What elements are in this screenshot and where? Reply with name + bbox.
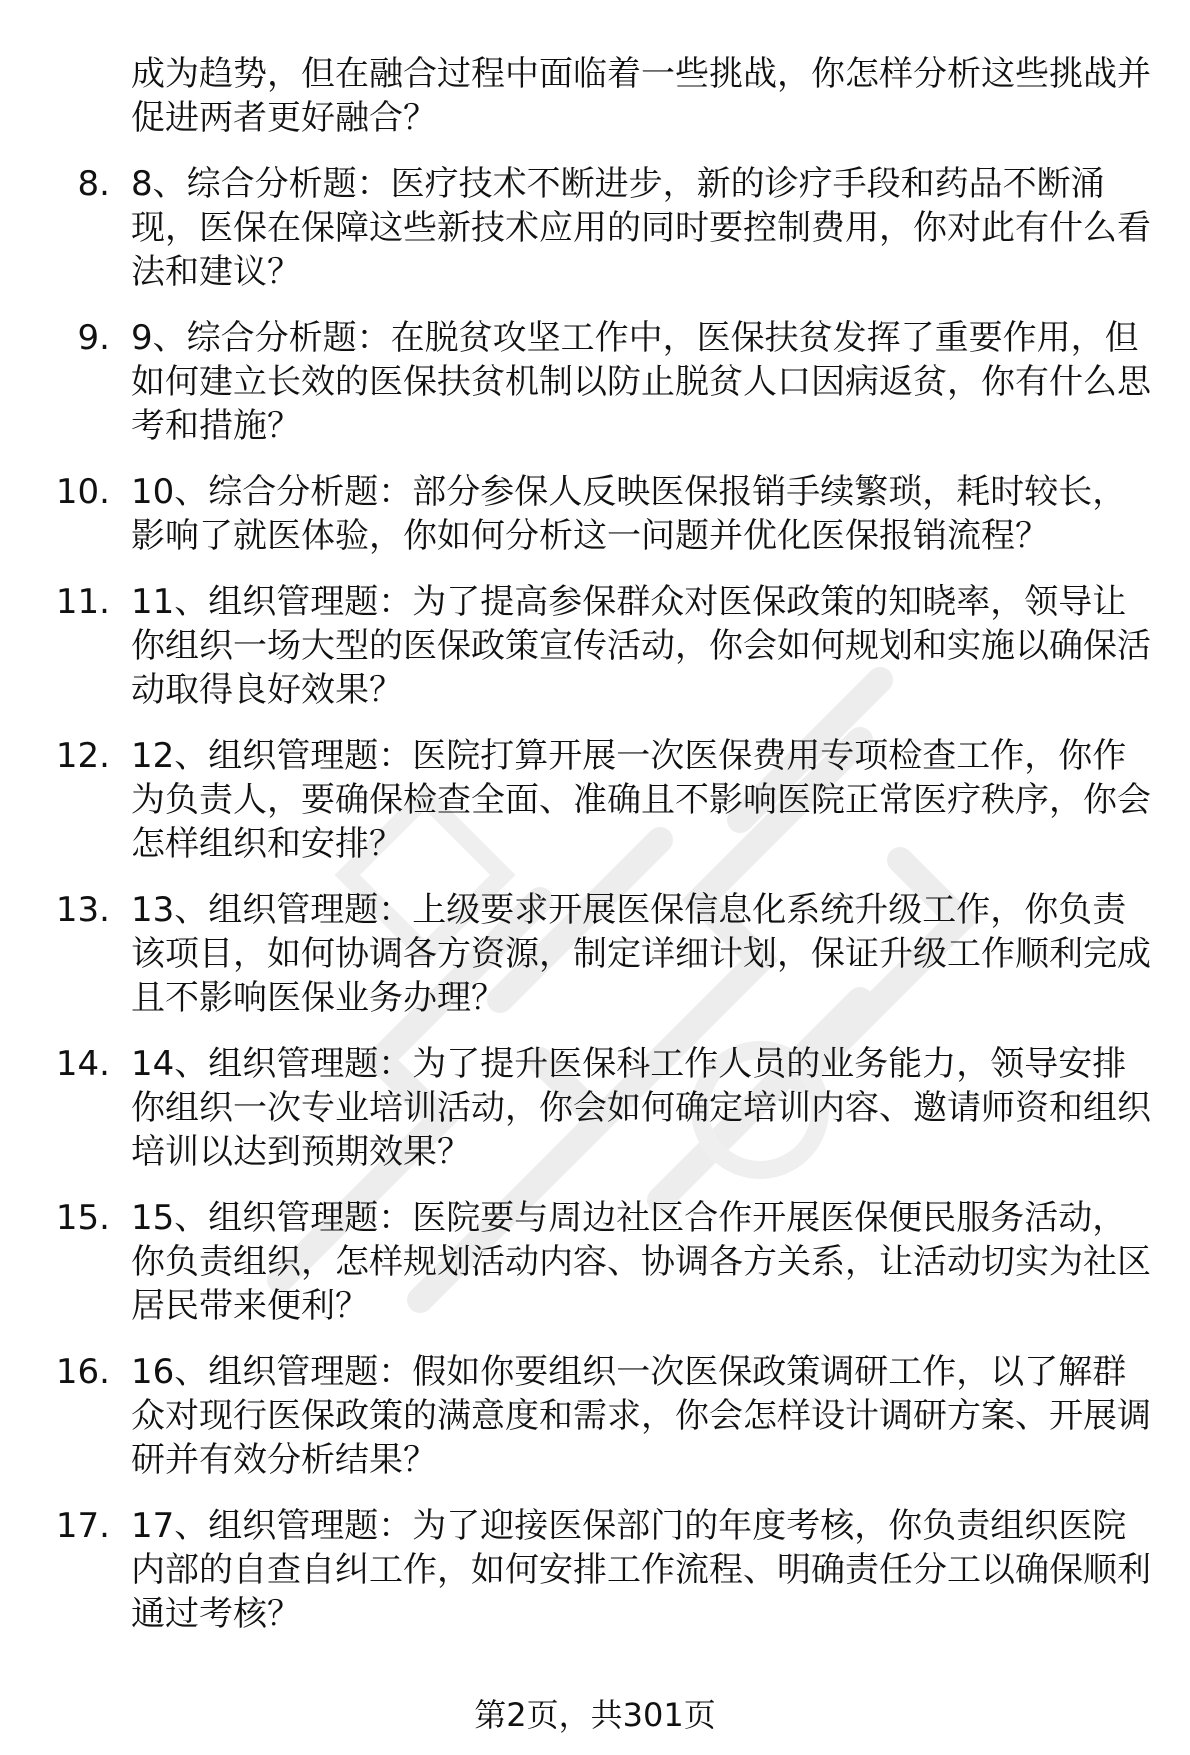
continuation-paragraph: 成为趋势，但在融合过程中面临着一些挑战，你怎样分析这些挑战并促进两者更好融合？ [131, 54, 1151, 138]
question-number: 14. [55, 1044, 110, 1084]
question-text: 10、综合分析题：部分参保人反映医保报销手续繁琐，耗时较长，影响了就医体验，你如何分析这一问题并优化医保报销流程？ [131, 472, 1127, 556]
question-text: 13、组织管理题：上级要求开展医保信息化系统升级工作，你负责该项目，如何协调各方资源，制定详细计划，保证升级工作顺利完成且不影响医保业务办理？ [131, 890, 1151, 1018]
question-text: 9、综合分析题：在脱贫攻坚工作中，医保扶贫发挥了重要作用，但如何建立长效的医保扶贫机制以防止脱贫人口因病返贫，你有什么思考和措施？ [131, 318, 1151, 446]
list-item [0, 1196, 1190, 1328]
question-number: 10. [55, 472, 110, 512]
question-number: 17. [55, 1506, 110, 1546]
list-item [0, 1350, 1190, 1482]
question-text: 14、组织管理题：为了提升医保科工作人员的业务能力，领导安排你组织一次专业培训活动，你会如何确定培训内容、邀请师资和组织培训以达到预期效果？ [131, 1044, 1151, 1172]
list-item [0, 888, 1190, 1020]
question-number: 15. [55, 1198, 110, 1238]
question-list [0, 162, 1190, 1658]
list-item [0, 470, 1190, 558]
question-text: 8、综合分析题：医疗技术不断进步，新的诊疗手段和药品不断涌现，医保在保障这些新技术应用的同时要控制费用，你对此有什么看法和建议？ [131, 164, 1151, 292]
question-text: 12、组织管理题：医院打算开展一次医保费用专项检查工作，你作为负责人，要确保检查全面、准确且不影响医院正常医疗秩序，你会怎样组织和安排？ [131, 736, 1151, 864]
list-item [0, 580, 1190, 712]
question-text: 15、组织管理题：医院要与周边社区合作开展医保便民服务活动，你负责组织，怎样规划活动内容、协调各方关系，让活动切实为社区居民带来便利？ [131, 1198, 1151, 1326]
list-item [0, 734, 1190, 866]
question-number: 9. [77, 318, 110, 358]
list-item [0, 1504, 1190, 1636]
question-number: 13. [55, 890, 110, 930]
list-item [0, 316, 1190, 448]
list-item [0, 162, 1190, 294]
question-number: 11. [55, 582, 110, 622]
question-text: 17、组织管理题：为了迎接医保部门的年度考核，你负责组织医院内部的自查自纠工作，如何安排工作流程、明确责任分工以确保顺利通过考核？ [131, 1506, 1151, 1634]
page-footer: 第2页，共301页 [474, 1696, 716, 1734]
question-text: 11、组织管理题：为了提高参保群众对医保政策的知晓率，领导让你组织一场大型的医保政策宣传活动，你会如何规划和实施以确保活动取得良好效果？ [131, 582, 1151, 710]
list-item [0, 1042, 1190, 1174]
question-number: 8. [77, 164, 110, 204]
question-number: 12. [55, 736, 110, 776]
question-text: 16、组织管理题：假如你要组织一次医保政策调研工作，以了解群众对现行医保政策的满意度和需求，你会怎样设计调研方案、开展调研并有效分析结果？ [131, 1352, 1151, 1480]
question-number: 16. [55, 1352, 110, 1392]
